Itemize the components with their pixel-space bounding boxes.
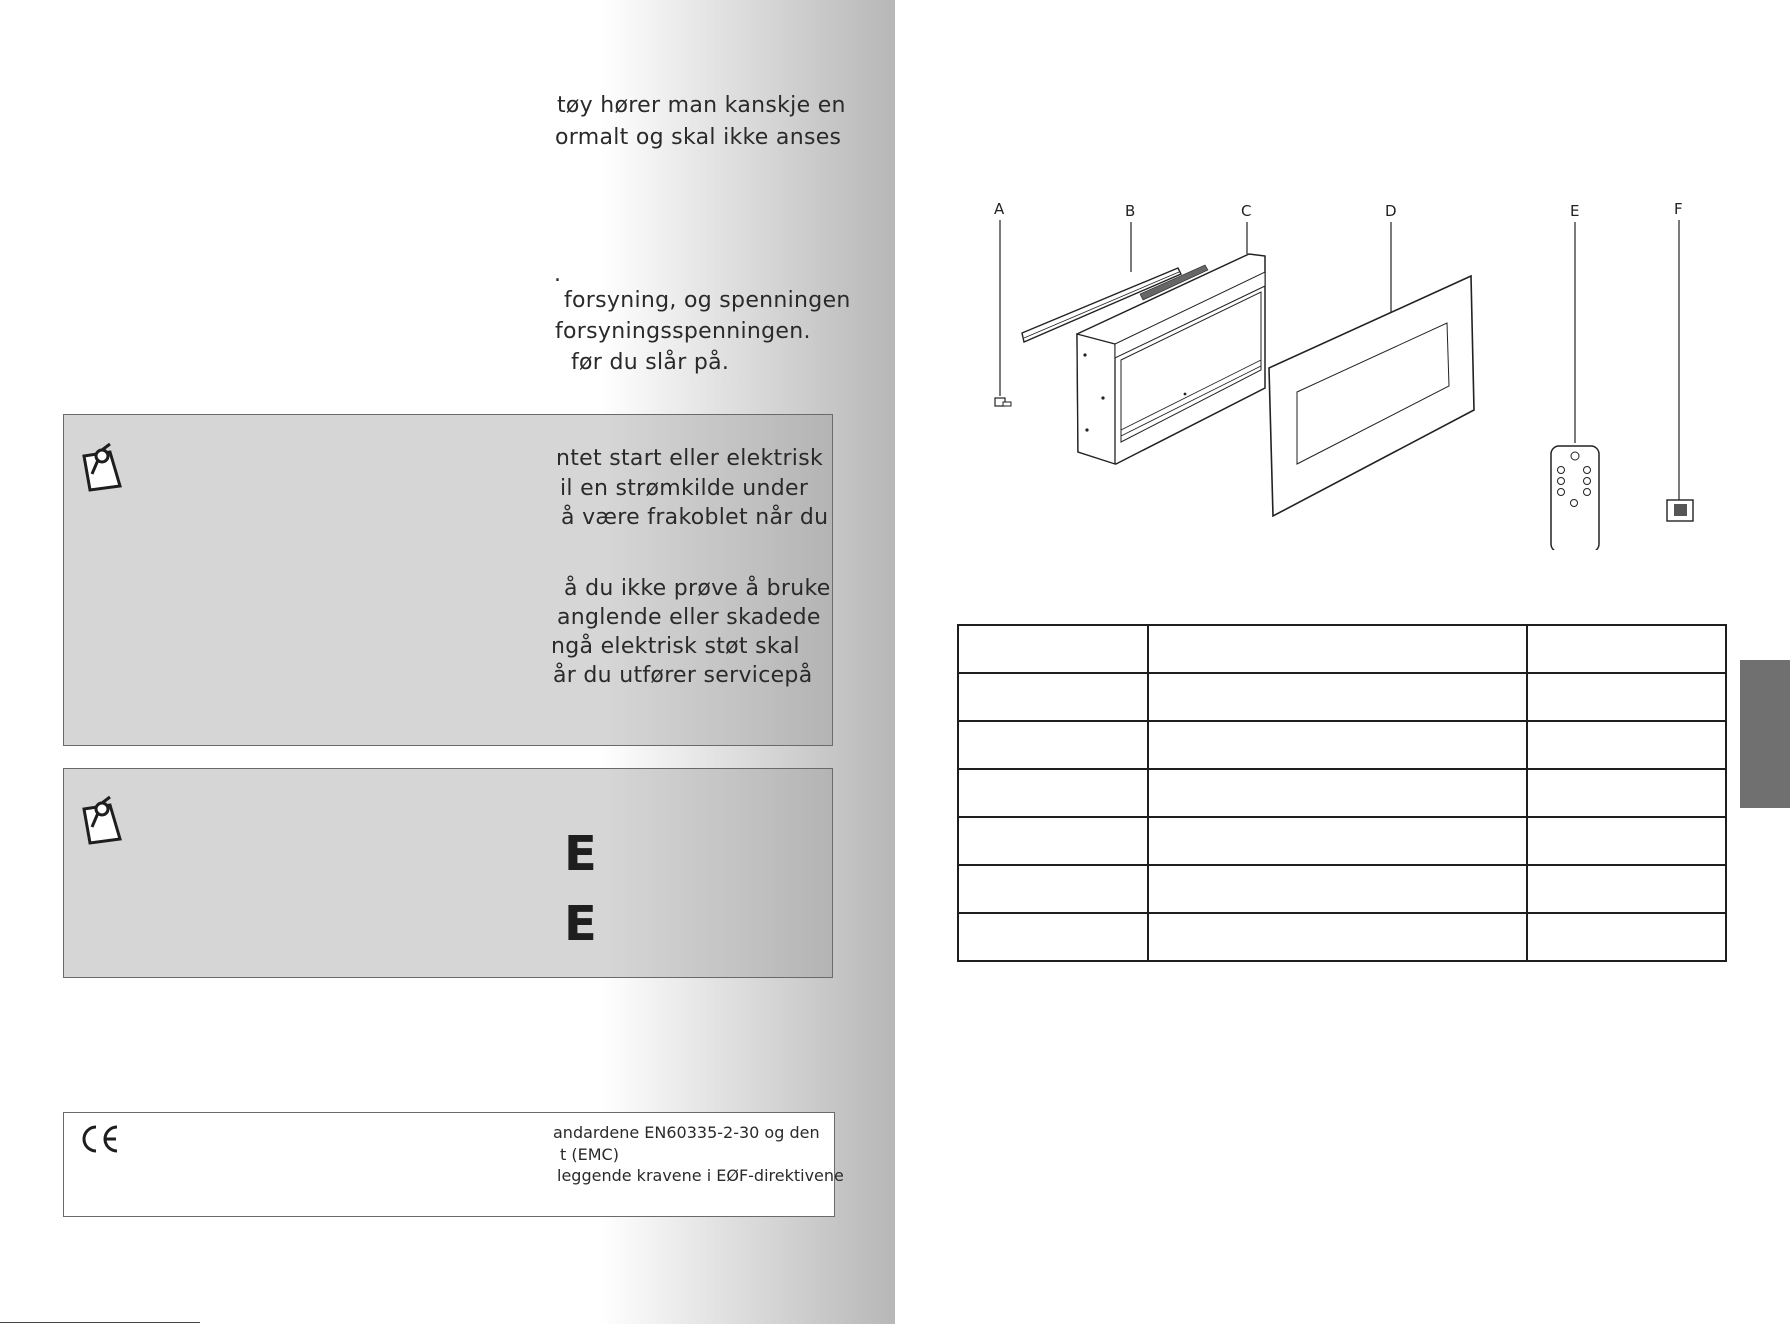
symbol-e: E: [564, 896, 597, 952]
part-d-glass-panel: [1269, 276, 1474, 516]
footnote-rule: [0, 1322, 200, 1323]
note-text-line: å være frakoblet når du: [561, 505, 829, 530]
note-text-line: ntet start eller elektrisk: [556, 446, 823, 471]
body-text-line: .: [554, 262, 562, 287]
body-text-line: ormalt og skal ikke anses: [555, 125, 842, 150]
table-row: [958, 865, 1726, 913]
note-text-line: å du ikke prøve å bruke: [564, 576, 831, 601]
part-label-f: F: [1674, 200, 1683, 218]
table-row: [958, 913, 1726, 961]
part-a-bracket: [995, 398, 1011, 406]
ce-text-line: t (EMC): [560, 1145, 619, 1164]
ce-mark-icon: [80, 1124, 120, 1154]
pin-note-icon: [80, 442, 124, 492]
body-text-line: forsyningsspenningen.: [555, 319, 811, 344]
part-label-a: A: [994, 200, 1005, 218]
section-side-tab: [1740, 660, 1790, 808]
note-text-line: ngå elektrisk støt skal: [551, 634, 800, 659]
ce-text-line: leggende kravene i EØF-direktivene: [557, 1166, 844, 1185]
part-e-remote: [1551, 446, 1599, 550]
part-f-small-component: [1667, 500, 1693, 521]
pin-note-icon: [80, 795, 124, 845]
note-box-symbols: [63, 768, 833, 978]
part-c-body: [1077, 254, 1265, 464]
table-row: [958, 817, 1726, 865]
note-text-line: år du utfører servicepå: [553, 663, 813, 688]
table-row: [958, 721, 1726, 769]
parts-list-table: [957, 624, 1727, 962]
body-text-line: tøy hører man kanskje en: [557, 93, 846, 118]
body-text-line: forsyning, og spenningen: [564, 288, 851, 313]
table-row: [958, 625, 1726, 673]
part-label-b: B: [1125, 202, 1136, 220]
note-text-line: il en strømkilde under: [560, 476, 809, 501]
part-label-c: C: [1241, 202, 1252, 220]
symbol-e: E: [564, 826, 597, 882]
parts-exploded-diagram: [955, 190, 1715, 550]
ce-text-line: andardene EN60335-2-30 og den: [553, 1123, 820, 1142]
table-row: [958, 769, 1726, 817]
table-row: [958, 673, 1726, 721]
note-text-line: anglende eller skadede: [557, 605, 821, 630]
part-label-d: D: [1385, 202, 1397, 220]
part-label-e: E: [1570, 202, 1580, 220]
body-text-line: før du slår på.: [571, 350, 730, 375]
